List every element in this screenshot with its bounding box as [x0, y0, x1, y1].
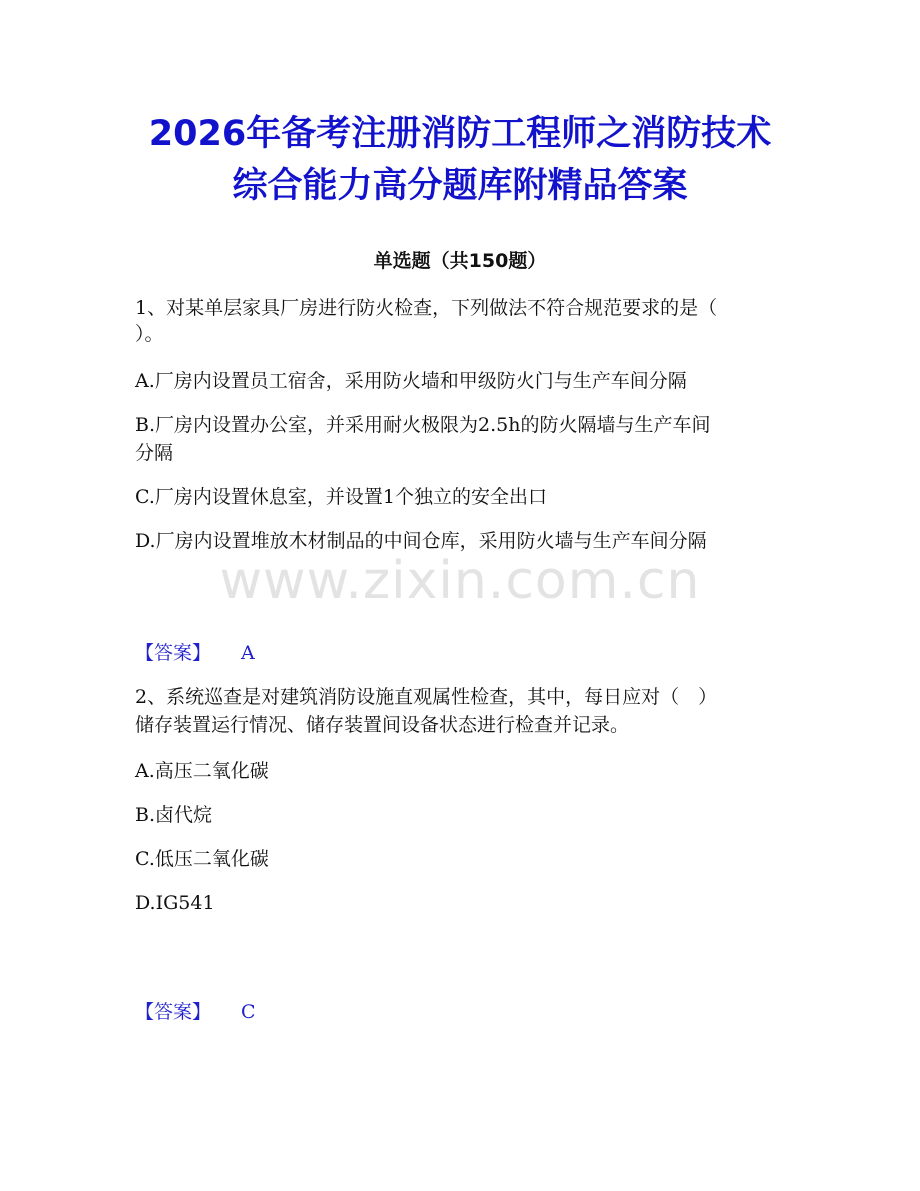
question-1-option-c: C.厂房内设置休息室，并设置1个独立的安全出口: [135, 486, 547, 508]
question-2-option-c: C.低压二氧化碳: [135, 848, 269, 870]
question-2-option-b: B.卤代烷: [135, 804, 213, 826]
question-2-stem-line-1: 2、系统巡查是对建筑消防设施直观属性检查，其中，每日应对（ ）: [135, 686, 718, 708]
question-1-stem-line-2: ）。: [135, 323, 164, 345]
title-line-1: 2026年备考注册消防工程师之消防技术: [148, 114, 772, 154]
answer-value: C: [241, 1001, 256, 1023]
question-1-answer: [135, 638, 785, 668]
watermark: www.zixin.com.cn: [219, 551, 701, 611]
answer-label: 【答案】: [135, 642, 212, 664]
question-2-stem-line-2: 储存装置运行情况、储存装置间设备状态进行检查并记录。: [135, 714, 630, 736]
question-1-option-a: A.厂房内设置员工宿舍，采用防火墙和甲级防火门与生产车间分隔: [135, 370, 687, 392]
question-1-option-d: D.厂房内设置堆放木材制品的中间仓库，采用防火墙与生产车间分隔: [135, 530, 707, 552]
answer-value: A: [241, 642, 255, 664]
question-1-stem-line-1: 1、对某单层家具厂房进行防火检查，下列做法不符合规范要求的是（: [135, 297, 718, 319]
question-1-option-b-line-2: 分隔: [135, 442, 174, 464]
question-1-option-b-line-1: B.厂房内设置办公室，并采用耐火极限为2.5h的防火隔墙与生产车间: [135, 414, 711, 436]
document-title: [0, 108, 920, 212]
section-heading: 单选题（共150题）: [373, 250, 547, 272]
question-2-answer: [135, 997, 785, 1027]
question-2-option-a: A.高压二氧化碳: [135, 760, 269, 782]
question-2-option-d: D.IG541: [135, 892, 215, 914]
title-line-2: 综合能力高分题库附精品答案: [232, 166, 688, 206]
answer-label: 【答案】: [135, 1001, 212, 1023]
